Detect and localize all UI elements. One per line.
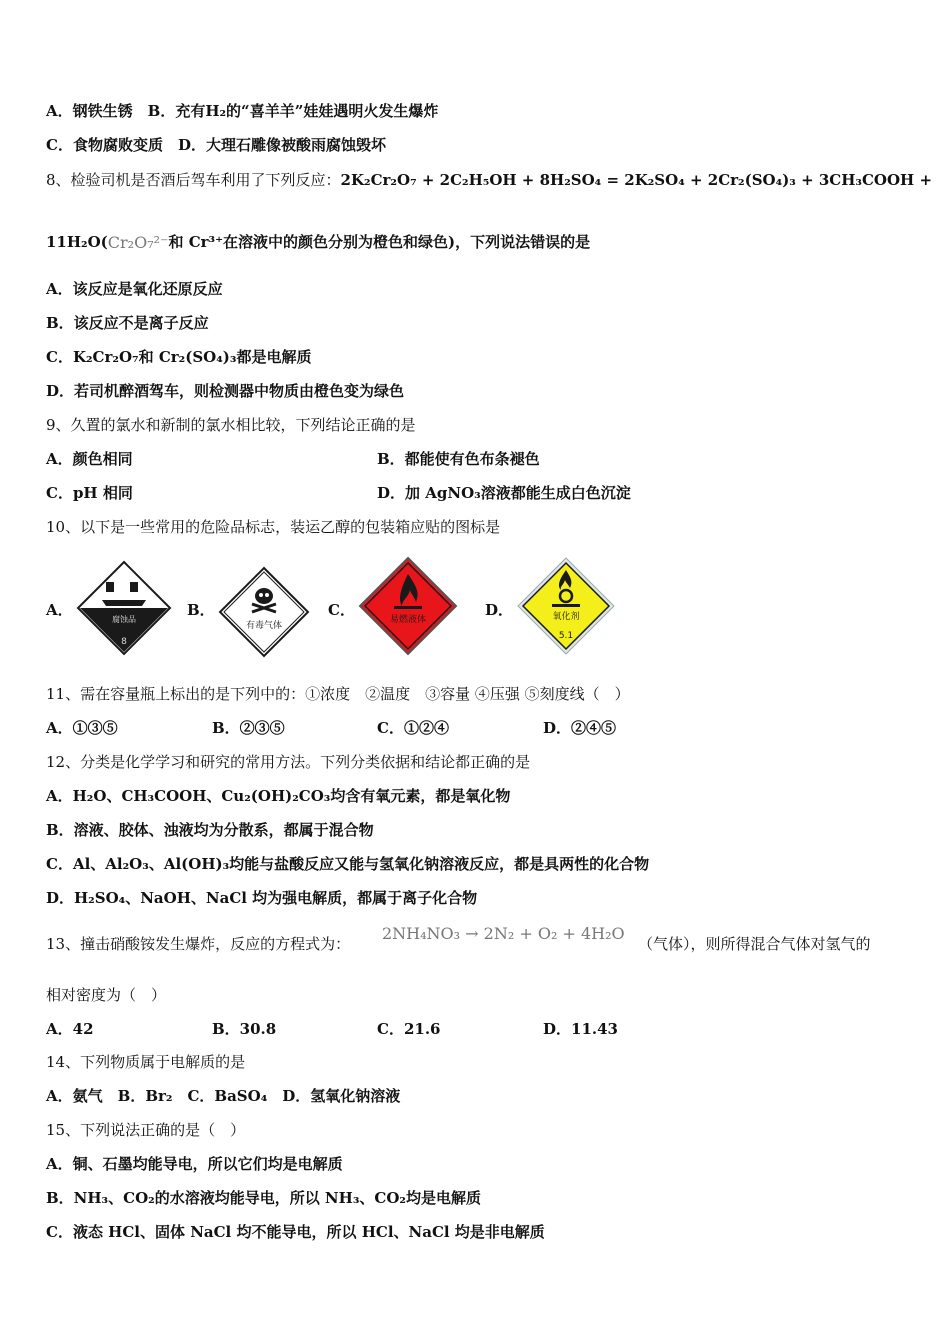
q8-water: 11H₂O(: [46, 233, 108, 251]
q9-option-d: D．加 AgNO₃溶液都能生成白色沉淀: [377, 484, 631, 502]
corrosive-sign-icon: [76, 560, 172, 656]
q13-stem-prefix: 13、撞击硝酸铵发生爆炸，反应的方程式为：: [46, 935, 351, 953]
q13-stem: [46, 930, 350, 958]
q10-option-d: D．: [485, 601, 514, 619]
q8-stem-continued: [46, 228, 590, 257]
q11-option-b: B．②③⑤: [212, 719, 285, 737]
q13-option-a: A．42: [46, 1020, 94, 1038]
q8-option-b: B．该反应不是离子反应: [46, 314, 209, 332]
q13-stem-line2: 相对密度为（ ）: [46, 986, 167, 1004]
corrosive-class-number: 8: [121, 637, 127, 647]
q12-option-d: D．H₂SO₄、NaOH、NaCl 均为强电解质，都属于离子化合物: [46, 889, 478, 907]
oxidizer-class-number: 5.1: [558, 631, 574, 641]
q10-stem: 10、以下是一些常用的危险品标志，装运乙醇的包装箱应贴的图标是: [46, 518, 501, 536]
q13-stem-suffix: （气体），则所得混合气体对氢气的: [638, 935, 871, 953]
q13-option-c: C．21.6: [377, 1020, 441, 1038]
q13-option-b: B．30.8: [212, 1020, 277, 1038]
q10-option-b: B．: [187, 601, 215, 619]
q11-option-a: A．①③⑤: [46, 719, 118, 737]
q14-options: A．氨气 B．Br₂ C．BaSO₄ D．氢氧化钠溶液: [46, 1087, 401, 1105]
oxidizer-sign-icon: [516, 556, 616, 656]
oxidizer-label: 氧化剂: [552, 612, 580, 622]
q12-option-c: C．Al、Al₂O₃、Al(OH)₃均能与盐酸反应又能与氢氧化钠溶液反应，都是具两性的化合物: [46, 855, 650, 873]
q8-stem-suffix: 和 Cr³⁺在溶液中的颜色分别为橙色和绿色)，下列说法错误的是: [168, 233, 591, 251]
q13-equation: 2NH₄NO₃ → 2N₂ + O₂ + 4H₂O: [382, 924, 625, 943]
dichromate-ion-formula: Cr₂O₇²⁻: [107, 233, 169, 252]
q8-option-a: A．该反应是氧化还原反应: [46, 280, 223, 298]
q15-option-c: C．液态 HCl、固体 NaCl 均不能导电，所以 HCl、NaCl 均是非电解质: [46, 1223, 545, 1241]
toxic-gas-sign-icon: [218, 566, 310, 658]
q13-option-d: D．11.43: [543, 1020, 618, 1038]
q8-equation: 2K₂Cr₂O₇ + 2C₂H₅OH + 8H₂SO₄ = 2K₂SO₄ + 2Cr₂(SO₄)₃ + 3CH₃COOH +: [340, 171, 933, 189]
q15-option-b: B．NH₃、CO₂的水溶液均能导电，所以 NH₃、CO₂均是电解质: [46, 1189, 481, 1207]
q11-option-d: D．②④⑤: [543, 719, 617, 737]
q15-stem: 15、下列说法正确的是（ ）: [46, 1121, 246, 1139]
toxic-gas-label: 有毒气体: [245, 621, 283, 631]
q10-option-a: A．: [46, 601, 73, 619]
q11-stem: 11、需在容量瓶上标出的是下列中的：①浓度 ②温度 ③容量 ④压强 ⑤刻度线（ ）: [46, 685, 630, 703]
q11-option-c: C．①②④: [377, 719, 449, 737]
q7-options-line1: A．钢铁生锈 B．充有H₂的“喜羊羊”娃娃遇明火发生爆炸: [46, 102, 439, 120]
corrosive-label: 腐蚀品: [112, 615, 136, 624]
q9-option-b: B．都能使有色布条褪色: [377, 450, 540, 468]
q8-stem: [46, 170, 932, 190]
flammable-liquid-sign-icon: [358, 556, 458, 656]
q12-option-b: B．溶液、胶体、浊液均为分散系，都属于混合物: [46, 821, 374, 839]
q12-stem: 12、分类是化学学习和研究的常用方法。下列分类依据和结论都正确的是: [46, 753, 531, 771]
flammable-liquid-label: 易燃液体: [389, 615, 427, 625]
q10-option-c: C．: [328, 601, 355, 619]
q8-option-d: D．若司机醉酒驾车，则检测器中物质由橙色变为绿色: [46, 382, 405, 400]
q9-stem: 9、久置的氯水和新制的氯水相比较，下列结论正确的是: [46, 416, 416, 434]
q15-option-a: A．铜、石墨均能导电，所以它们均是电解质: [46, 1155, 343, 1173]
q14-stem: 14、下列物质属于电解质的是: [46, 1053, 246, 1071]
q8-stem-prefix: 8、检验司机是否酒后驾车利用了下列反应：: [46, 171, 341, 189]
q8-option-c: C．K₂Cr₂O₇和 Cr₂(SO₄)₃都是电解质: [46, 348, 312, 366]
q7-options-line2: C．食物腐败变质 D．大理石雕像被酸雨腐蚀毁坏: [46, 136, 386, 154]
q9-option-a: A．颜色相同: [46, 450, 133, 468]
q12-option-a: A．H₂O、CH₃COOH、Cu₂(OH)₂CO₃均含有氧元素，都是氧化物: [46, 787, 511, 805]
q9-option-c: C．pH 相同: [46, 484, 133, 502]
